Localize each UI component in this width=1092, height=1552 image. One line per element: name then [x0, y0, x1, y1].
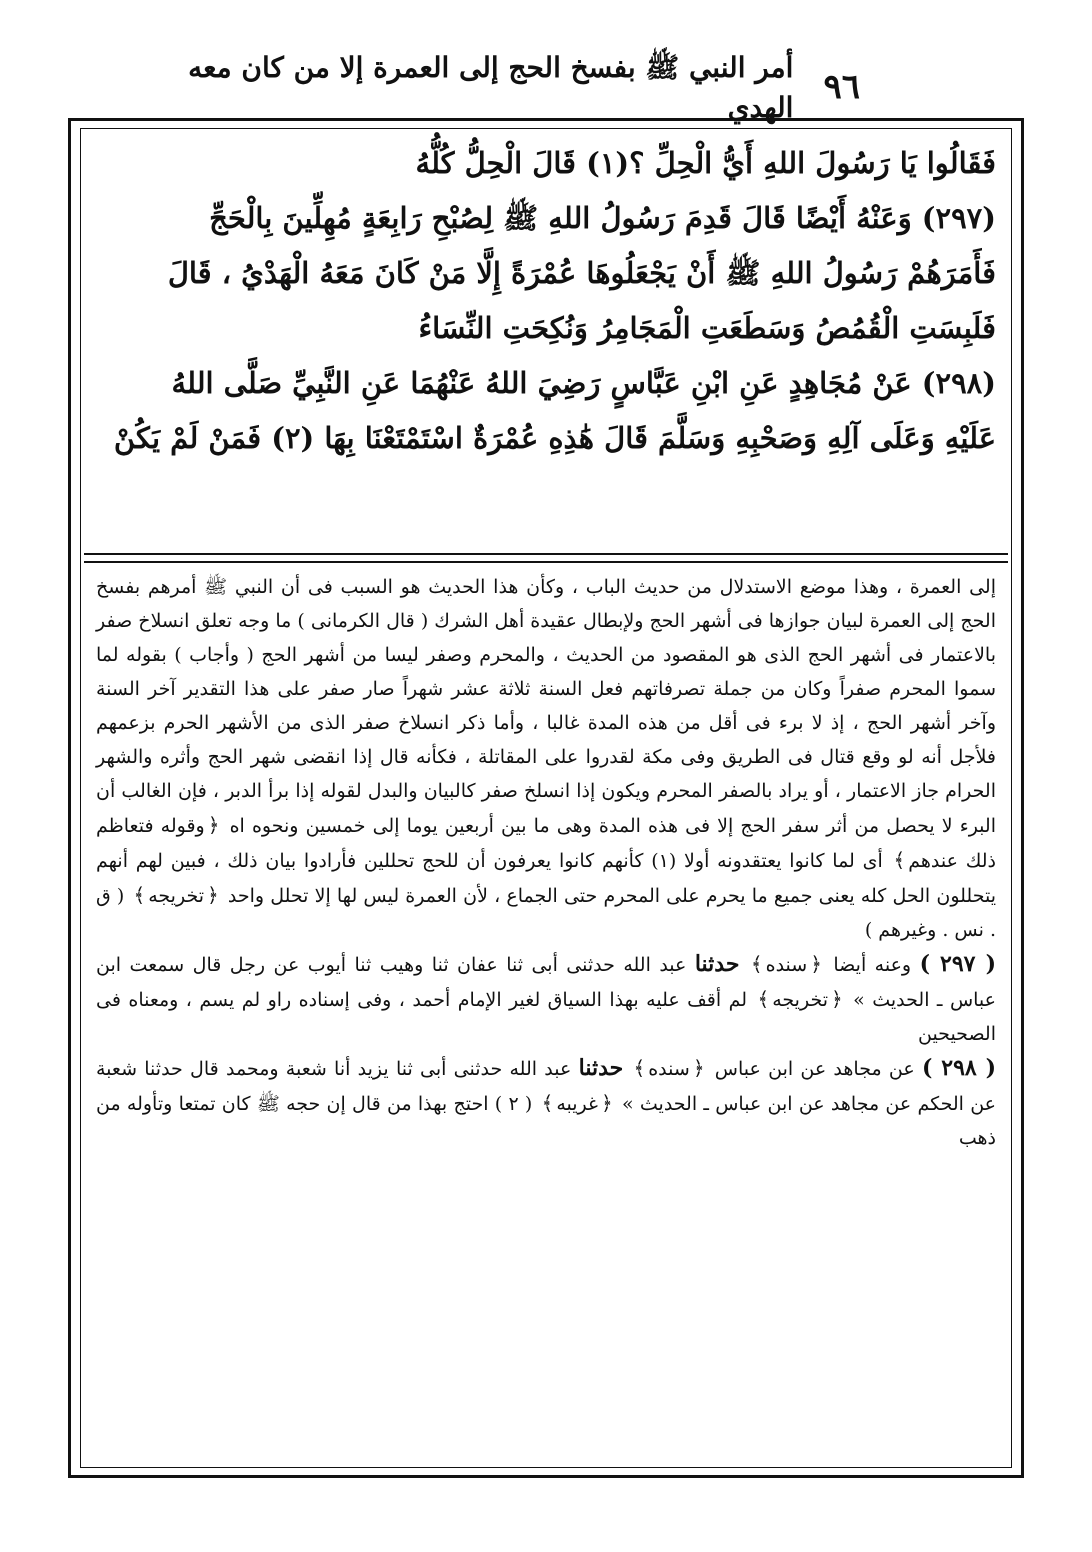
- ornament-mark: ﴿: [831, 987, 843, 1011]
- running-title: أمر النبي ﷺ بفسخ الحج إلى العمرة إلا من كان معه الهدي: [188, 50, 794, 124]
- ornament-mark: ﴿: [207, 883, 219, 907]
- ornament-mark: ﴾: [633, 1056, 646, 1080]
- ornament-mark: ﴿: [810, 952, 822, 976]
- page-number: ٩٦: [823, 67, 860, 107]
- main-line: (٢٩٧) وَعَنْهُ أَيْضًا قَالَ قَدِمَ رَسُولُ اللهِ ﷺ لِصُبْحِ رَابِعَةٍ مُهِلِّينَ بِالْحَجِّ: [209, 201, 996, 235]
- main-line: فَأَمَرَهُمْ رَسُولُ اللهِ ﷺ أَنْ يَجْعَلُوهَا عُمْرَةً إِلَّا مَنْ كَانَ مَعَهُ الْهَدْيُ ، قَالَ: [167, 256, 996, 290]
- commentary-hadith-297: ( ٢٩٧ ) وعنه أيضا ﴿سنده﴾ حدثنا عبد الله حدثنى أبى ثنا عفان ثنا وهيب ثنا أيوب عن رجل قال سمعت ابن عباس ـ الحديث » ﴿تخريجه﴾ لم أقف عليه بهذا السياق لغير الإمام أحمد ، وفى إسناده راو لم يسم ، ومعناه فى الصحيحين: [96, 951, 996, 1045]
- hadith-main-text: [96, 136, 996, 552]
- main-line: عَلَيْهِ وَعَلَى آلِهِ وَصَحْبِهِ وَسَلَّمَ قَالَ هَٰذِهِ عُمْرَةٌ اسْتَمْتَعْنَا بِهَا (٢) فَمَنْ لَمْ يَكُنْ: [113, 421, 996, 455]
- ornament-mark: ﴿: [692, 1056, 705, 1080]
- commentary-hadith-298: ( ٢٩٨ ) عن مجاهد عن ابن عباس ﴿سنده﴾ حدثنا عبد الله حدثنى أبى ثنا يزيد أنا شعبة ومحمد قال حدثنا شعبة عن الحكم عن مجاهد عن ابن عباس ـ الحديث » ﴿غريبه﴾ ( ٢ ) احتج بهذا من قال إن حجه ﷺ كان تمتعا وتأوله من ذهب: [96, 1055, 997, 1149]
- ornament-mark: ﴾: [757, 987, 770, 1011]
- ornament-mark: ﴿: [207, 813, 220, 837]
- commentary-block: [96, 570, 996, 1470]
- main-line: فَلَبِسَتِ الْقُمُصُ وَسَطَعَتِ الْمَجَامِرُ وَنُكِحَتِ النِّسَاءُ: [418, 311, 996, 345]
- ornament-mark: ﴾: [893, 848, 906, 872]
- ornament-mark: ﴾: [541, 1091, 554, 1115]
- ornament-mark: ﴿: [600, 1091, 613, 1115]
- page-header: [160, 50, 860, 124]
- commentary-paragraph: إلى العمرة ، وهذا موضع الاستدلال من حديث الباب ، وكأن هذا الحديث هو السبب فى أن النبي ﷺ أمرهم بفسخ الحج إلى العمرة لبيان جوازها فى أشهر الحج ولإبطال عقيدة أهل الشرك ( قال الكرمانى ) ما وجه تعلق انسلاخ صفر بالاعتمار فى أشهر الحج الذى هو المقصود من الحديث ، والمحرم وصفر ليسا من أشهر الحج ( وأجاب ) بقوله لما سموا المحرم صفراً وكان من جملة تصرفاتهم فعل السنة ثلاثة عشر شهراً صار صفر على هذا التقدير آخر السنة وآخر أشهر الحج ، إذ لا برء فى أقل من هذه المدة غالبا ، وأما ذكر انسلاخ صفر الذى من الأشهر الحرم بزعمهم فلأجل أنه لو وقع قتال فى الطريق وفى مكة لقدروا على المقاتلة ، فكأنه قال إذا انقضى شهر الحج وأثره والشهر الحرام جاز الاعتمار ، أو يراد بالصفر المحرم ويكون إذا انسلخ صفر كالبيان والبدل لقوله إذا برأ الدبر ، فإن الغالب أن البرء لا يحصل من أثر سفر الحج إلا فى هذه المدة وهى ما بين أربعين يوما إلى خمسين ونحوه اه ﴿وقوله فتعاظم ذلك عندهم﴾ أى لما كانوا يعتقدونه أولا (١) كأنهم كانوا يعرفون أن للحج تحللين فأرادوا بيان ذلك ، فبين لهم أنهم يتحللون الحل كله يعنى جميع ما يحرم على المحرم حتى الجماع ، لأن العمرة ليس لها إلا تحلل واحد ﴿تخريجه﴾ ( ق . نس . وغيرهم ): [96, 576, 997, 941]
- main-line: فَقَالُوا يَا رَسُولَ اللهِ أَيُّ الْحِلِّ ؟(١) قَالَ الْحِلُّ كُلُّهُ: [415, 146, 996, 180]
- section-divider: [84, 561, 1008, 563]
- ornament-mark: ﴾: [133, 883, 146, 907]
- section-divider: [84, 553, 1008, 555]
- ornament-mark: ﴾: [750, 952, 763, 976]
- main-line: (٢٩٨) عَنْ مُجَاهِدٍ عَنِ ابْنِ عَبَّاسٍ رَضِيَ اللهُ عَنْهُمَا عَنِ النَّبِيِّ صَلَّى اللهُ: [171, 366, 996, 400]
